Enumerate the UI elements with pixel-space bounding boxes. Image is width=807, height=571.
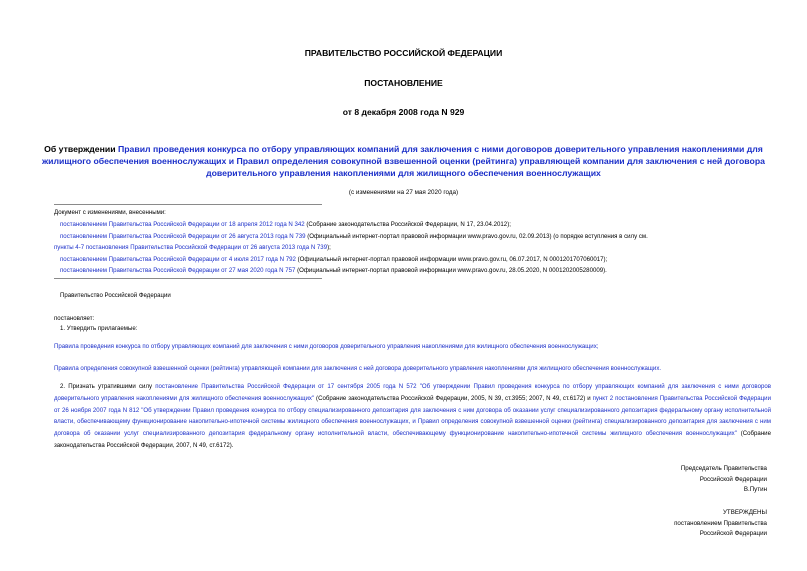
title-prefix: Об утверждении	[44, 144, 118, 154]
changes-note: (с изменениями на 27 мая 2020 года)	[348, 189, 459, 196]
amendments-intro: Документ с изменениями, внесенными:	[54, 209, 166, 216]
amendment-text: (Официальный интернет-портал правовой информации www.pravo.gov.ru, 06.07.2017, N 0001201707060017);	[295, 256, 608, 263]
paragraph-2-prefix: 2. Признать утратившими силу	[60, 383, 156, 390]
amendment-link[interactable]: постановлением Правительства Российской Федерации от 4 июля 2017 года N 792	[60, 256, 296, 263]
document-type: ПОСТАНОВЛЕНИЕ	[364, 78, 443, 88]
repealed-link-1[interactable]: постановление Правительства Российской Федерации от 17 сентября 2005 года N 572 "Об утверждении Правил проведения конкурса по отбору управляющих компаний для заключения с ними договоров доверительного управления накоплениями для жилищного обеспечения военнослужащих"	[54, 383, 771, 402]
rules-link-1[interactable]: Правила проведения конкурса по отбору управляющих компаний для заключения с ними договоров доверительного управления накоплениями для жилищного обеспечения военнослужащих;	[54, 343, 599, 350]
signature-block	[681, 464, 767, 496]
approved-country: Российской Федерации	[699, 530, 767, 537]
document-title	[40, 143, 767, 179]
approved-by: постановлением Правительства	[674, 519, 767, 527]
paragraph-2-end: (Собрание законодательства Российской Федерации, 2007, N 49, ст.6172).	[54, 430, 771, 449]
amendment-link[interactable]: пункты 4-7 постановления Правительства Российской Федерации от 26 августа 2013 года N 739	[54, 244, 328, 251]
amendment-link[interactable]: постановлением Правительства Российской Федерации от 26 августа 2013 года N 739	[60, 233, 306, 240]
paragraph-2-mid: (Собрание законодательства Российской Федерации, 2005, N 39, ст.3955; 2007, N 49, ст.6172) и	[314, 394, 593, 402]
amendment-text: (Собрание законодательства Российской Федерации, N 17, 23.04.2012);	[304, 221, 511, 228]
amendment-text: (Официальный интернет-портал правовой информации www.pravo.gov.ru, 28.05.2020, N 0001202005280009).	[295, 267, 607, 274]
bottom-divider	[54, 278, 322, 279]
amendment-item	[60, 265, 607, 277]
amendment-item	[54, 242, 331, 254]
approved-label: УТВЕРЖДЕНЫ	[723, 509, 767, 516]
amendment-text: (Официальный интернет-портал правовой информации www.pravo.gov.ru, 02.09.2013) (о порядке вступления в силу см.	[305, 233, 648, 240]
title-link[interactable]: Правил проведения конкурса по отбору управляющих компаний для заключения с ними договоров доверительного управления накоплениями для жилищного обеспечения военнослужащих и Правил определения совокупной взвешенной оценки (рейтинга) управляющей компании для заключения с ней договора доверительного управления накоплениями для жилищного обеспечения военнослужащих	[42, 144, 765, 178]
approved-block	[674, 508, 767, 540]
amendment-link[interactable]: постановлением Правительства Российской Федерации от 18 апреля 2012 года N 342	[60, 221, 305, 228]
amendment-item	[60, 219, 511, 231]
rules-link-2[interactable]: Правила определения совокупной взвешенной оценки (рейтинга) управляющей компании для заключения с ней договора доверительного управления накоплениями для жилищного обеспечения военнослужащих.	[54, 365, 662, 372]
resolves-text: постановляет:	[54, 315, 95, 322]
top-divider	[54, 204, 322, 205]
signature-name: В.Путин	[743, 486, 767, 493]
signature-title: Председатель Правительства	[680, 465, 767, 472]
amendment-text: );	[327, 244, 331, 251]
government-heading: ПРАВИТЕЛЬСТВО РОССИЙСКОЙ ФЕДЕРАЦИИ	[304, 48, 503, 58]
document-date: от 8 декабря 2008 года N 929	[342, 107, 465, 117]
government-name: Правительство Российской Федерации	[60, 292, 171, 299]
repealed-link-2[interactable]: пункт 2 постановления Правительства Российской Федерации от 26 ноября 2007 года N 812 "Об утверждении Правил проведения конкурса по отбору специализированного депозитария для заключения с ним договора об оказании услуг специализированного депозитария федеральному органу исполнительной власти, обеспечивающему функционирование накопительно-ипотечной системы жилищного обеспечения военнослужащих, и Правил определения совокупной взвешенной оценки (рейтинга) специализированного депозитария для заключения с ним договора об оказании услуг специализированного депозитария федеральному органу исполнительной власти, обеспечивающему функционирование накопительно-ипотечной системы жилищного обеспечения военнослужащих"	[54, 394, 771, 438]
paragraph-2	[54, 381, 771, 452]
amendment-link[interactable]: постановлением Правительства Российской Федерации от 27 мая 2020 года N 757	[60, 267, 296, 274]
signature-country: Российской Федерации	[699, 475, 767, 483]
paragraph-1: 1. Утвердить прилагаемые:	[60, 325, 138, 332]
